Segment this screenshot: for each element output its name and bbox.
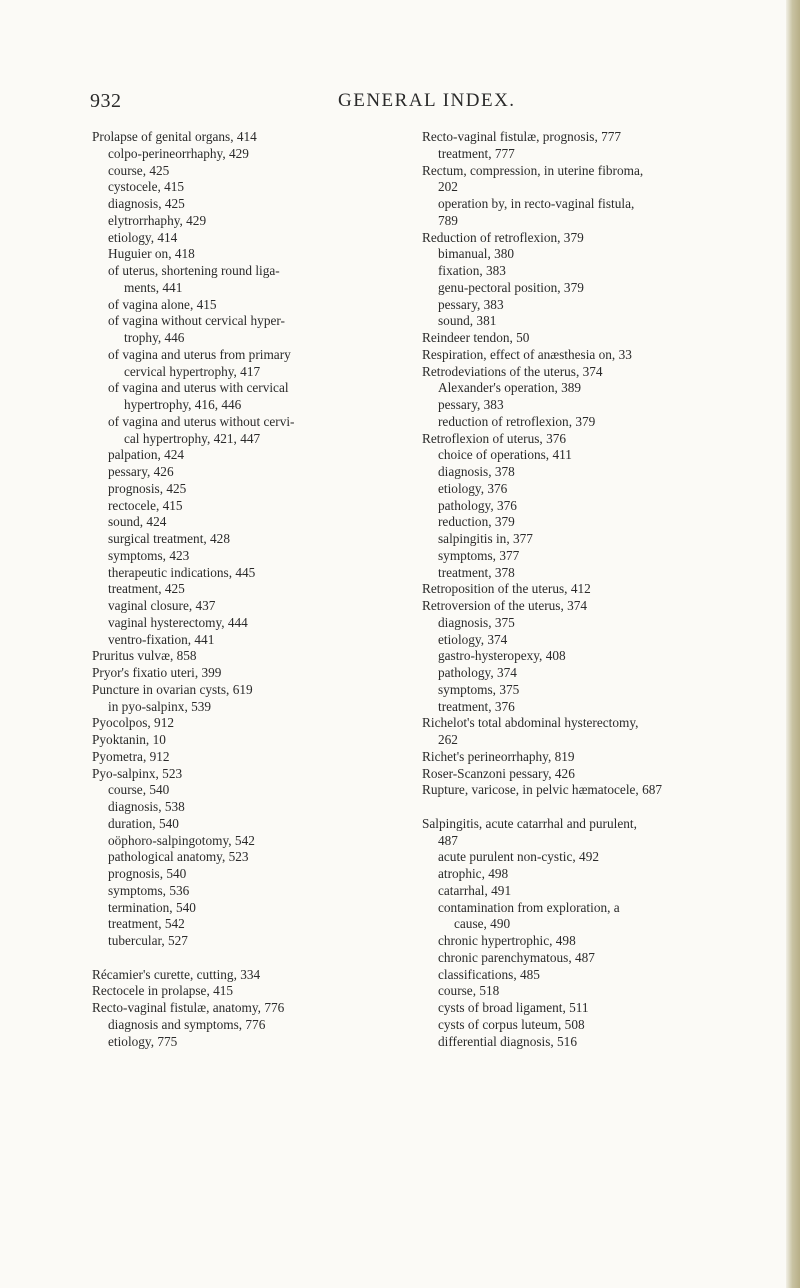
index-subentry: prognosis, 425 xyxy=(108,480,187,496)
index-subentry: of vagina alone, 415 xyxy=(108,296,217,312)
index-entry: Reduction of retroflexion, 379 xyxy=(422,229,584,245)
index-subentry: etiology, 775 xyxy=(108,1033,178,1049)
index-subentry: symptoms, 423 xyxy=(108,547,190,563)
index-subentry: cystocele, 415 xyxy=(108,179,185,195)
index-subentry: course, 540 xyxy=(108,782,170,798)
index-subentry: duration, 540 xyxy=(108,815,179,831)
index-entry: Pyo-salpinx, 523 xyxy=(92,765,183,781)
index-entry: Puncture in ovarian cysts, 619 xyxy=(92,681,253,697)
index-subentry: fixation, 383 xyxy=(438,263,506,278)
index-column-left xyxy=(92,129,422,1050)
index-entry: Rectum, compression, in uterine fibroma, xyxy=(422,162,644,178)
index-subentry: rectocele, 415 xyxy=(108,497,183,513)
index-subentry: symptoms, 377 xyxy=(438,547,520,563)
section-gap xyxy=(92,950,422,967)
index-subentry: Alexander's operation, 389 xyxy=(438,380,582,396)
index-subentry: chronic hypertrophic, 498 xyxy=(438,933,576,948)
index-entry: Pyoktanin, 10 xyxy=(92,732,166,747)
index-subentry: pathological anatomy, 523 xyxy=(108,849,249,865)
index-subentry: cause, 490 xyxy=(454,916,511,932)
page-header xyxy=(90,90,730,120)
index-subentry: gastro-hysteropexy, 408 xyxy=(438,648,566,664)
index-subentry: chronic parenchymatous, 487 xyxy=(438,949,595,965)
index-subentry: treatment, 425 xyxy=(108,581,185,597)
index-subentry: genu-pectoral position, 379 xyxy=(438,279,584,295)
index-subentry: cysts of broad ligament, 511 xyxy=(438,1000,589,1015)
index-subentry: choice of operations, 411 xyxy=(438,447,572,463)
index-subentry: catarrhal, 491 xyxy=(438,882,512,898)
index-entry: Recto-vaginal fistulæ, prognosis, 777 xyxy=(422,129,622,144)
index-entry: Salpingitis, acute catarrhal and purulent, xyxy=(422,815,637,831)
index-subentry: cervical hypertrophy, 417 xyxy=(124,363,261,379)
index-subentry: course, 425 xyxy=(108,162,170,178)
index-subentry: treatment, 378 xyxy=(438,564,515,580)
index-subentry: colpo-perineorrhaphy, 429 xyxy=(108,145,249,161)
section-gap xyxy=(422,799,752,816)
index-subentry: symptoms, 375 xyxy=(438,681,520,697)
page-edge xyxy=(786,0,800,1288)
index-subentry: diagnosis, 375 xyxy=(438,614,515,630)
index-subentry: oöphoro-salpingotomy, 542 xyxy=(108,832,255,848)
index-entry: Respiration, effect of anæsthesia on, 33 xyxy=(422,346,632,362)
index-subentry: reduction of retroflexion, 379 xyxy=(438,413,596,429)
index-subentry: ventro-fixation, 441 xyxy=(108,631,215,647)
index-entry: Reindeer tendon, 50 xyxy=(422,330,530,345)
index-subentry: sound, 424 xyxy=(108,514,167,530)
index-subentry: salpingitis in, 377 xyxy=(438,531,533,546)
index-subentry: of vagina and uterus from primary xyxy=(108,346,291,362)
index-subentry: 262 xyxy=(438,732,458,747)
index-subentry: termination, 540 xyxy=(108,899,196,915)
index-subentry: of vagina and uterus without cervi- xyxy=(108,413,295,429)
index-entry: Recto-vaginal fistulæ, anatomy, 776 xyxy=(92,1000,285,1015)
index-subentry: of uterus, shortening round liga- xyxy=(108,263,280,278)
index-entry: Richet's perineorrhaphy, 819 xyxy=(422,748,575,764)
index-entry: Pyometra, 912 xyxy=(92,748,170,764)
running-title: GENERAL INDEX. xyxy=(338,90,516,111)
index-subentry: diagnosis, 538 xyxy=(108,799,185,814)
index-entry: Rectocele in prolapse, 415 xyxy=(92,983,234,999)
index-subentry: bimanual, 380 xyxy=(438,246,515,262)
index-subentry: surgical treatment, 428 xyxy=(108,531,230,546)
index-subentry: pathology, 376 xyxy=(438,497,517,513)
index-subentry: in pyo-salpinx, 539 xyxy=(108,698,212,714)
index-subentry: trophy, 446 xyxy=(124,330,185,345)
index-subentry: cal hypertrophy, 421, 447 xyxy=(124,430,261,446)
index-subentry: treatment, 376 xyxy=(438,698,515,714)
index-subentry: treatment, 542 xyxy=(108,916,185,932)
index-subentry: therapeutic indications, 445 xyxy=(108,564,256,580)
index-subentry: course, 518 xyxy=(438,983,500,999)
index-subentry: differential diagnosis, 516 xyxy=(438,1033,577,1049)
index-subentry: tubercular, 527 xyxy=(108,933,188,948)
index-subentry: pessary, 383 xyxy=(438,296,504,312)
index-entry: Pruritus vulvæ, 858 xyxy=(92,648,197,664)
index-subentry: pessary, 383 xyxy=(438,397,504,412)
index-entry: Pyocolpos, 912 xyxy=(92,715,175,731)
index-subentry: classifications, 485 xyxy=(438,966,540,982)
index-subentry: ments, 441 xyxy=(124,279,183,295)
index-subentry: etiology, 376 xyxy=(438,480,508,496)
index-entry: Richelot's total abdominal hysterectomy, xyxy=(422,715,639,731)
index-subentry: 789 xyxy=(438,212,458,228)
index-entry: Retroposition of the uterus, 412 xyxy=(422,581,591,597)
index-column-right xyxy=(422,129,752,1050)
index-entry: Roser-Scanzoni pessary, 426 xyxy=(422,765,575,781)
index-entry: Pryor's fixatio uteri, 399 xyxy=(92,665,222,680)
index-subentry: etiology, 374 xyxy=(438,631,508,647)
index-subentry: prognosis, 540 xyxy=(108,866,187,881)
page-number: 932 xyxy=(90,90,122,112)
index-subentry: treatment, 777 xyxy=(438,145,515,161)
index-subentry: contamination from exploration, a xyxy=(438,899,620,915)
index-entry: Retroversion of the uterus, 374 xyxy=(422,598,588,613)
index-subentry: pathology, 374 xyxy=(438,665,517,680)
index-subentry: atrophic, 498 xyxy=(438,866,509,881)
index-subentry: diagnosis, 425 xyxy=(108,196,185,211)
index-subentry: cysts of corpus luteum, 508 xyxy=(438,1016,585,1032)
index-subentry: acute purulent non-cystic, 492 xyxy=(438,849,599,865)
index-subentry: pessary, 426 xyxy=(108,464,174,479)
index-entry: Récamier's curette, cutting, 334 xyxy=(92,966,261,982)
index-subentry: reduction, 379 xyxy=(438,514,515,530)
index-subentry: symptoms, 536 xyxy=(108,882,190,898)
index-subentry: Huguier on, 418 xyxy=(108,246,195,262)
index-subentry: elytrorrhaphy, 429 xyxy=(108,212,207,228)
index-entry: Prolapse of genital organs, 414 xyxy=(92,129,257,144)
index-subentry: palpation, 424 xyxy=(108,447,185,463)
index-subentry: vaginal hysterectomy, 444 xyxy=(108,614,248,630)
index-subentry: of vagina without cervical hyper- xyxy=(108,313,285,329)
index-entry: Rupture, varicose, in pelvic hæmatocele, 687 xyxy=(422,782,663,798)
index-subentry: diagnosis and symptoms, 776 xyxy=(108,1016,266,1032)
index-entry: Retroflexion of uterus, 376 xyxy=(422,430,567,446)
index-subentry: etiology, 414 xyxy=(108,229,178,245)
index-subentry: diagnosis, 378 xyxy=(438,464,515,479)
index-subentry: operation by, in recto-vaginal fistula, xyxy=(438,196,635,211)
index-subentry: vaginal closure, 437 xyxy=(108,598,216,613)
index-subentry: sound, 381 xyxy=(438,313,497,329)
index-subentry: hypertrophy, 416, 446 xyxy=(124,397,242,412)
index-subentry: 202 xyxy=(438,179,458,195)
index-subentry: of vagina and uterus with cervical xyxy=(108,380,289,396)
index-entry: Retrodeviations of the uterus, 374 xyxy=(422,363,603,379)
index-subentry: 487 xyxy=(438,832,458,848)
